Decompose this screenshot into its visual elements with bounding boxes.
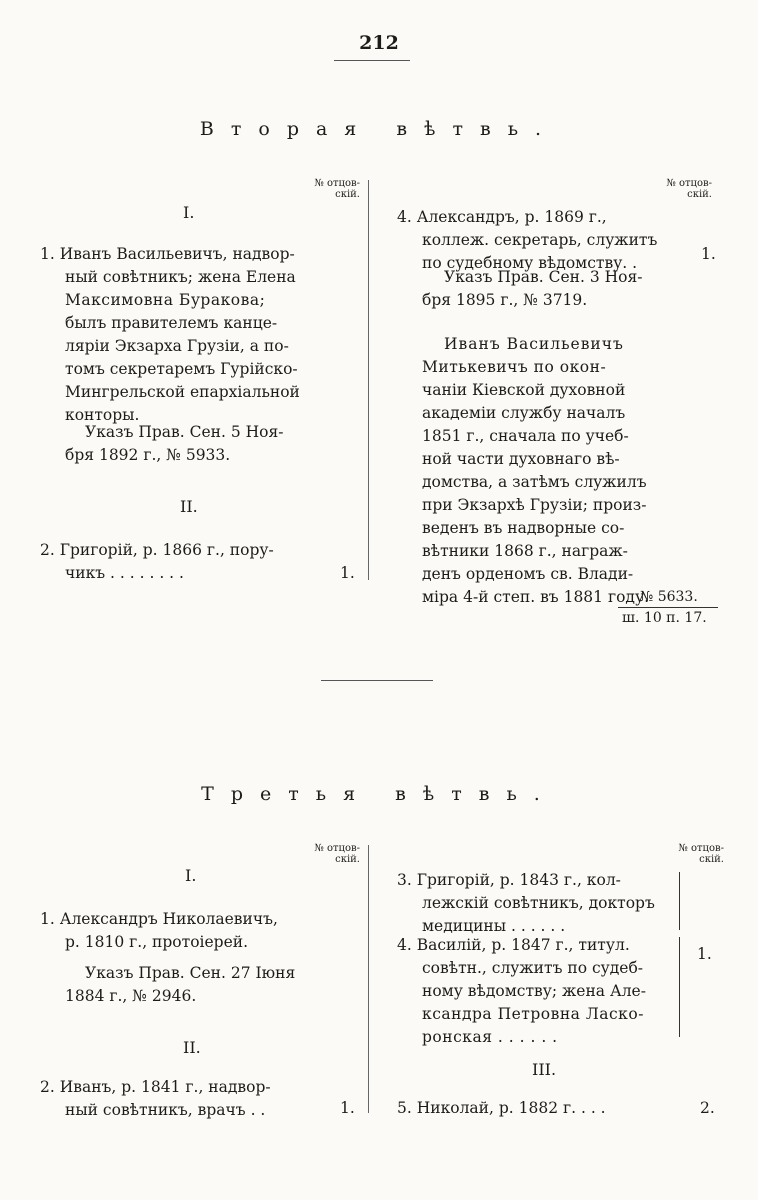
text-line: ному вѣдомству; жена Але- [422, 982, 646, 1000]
entry-5-text: 5. Николай, р. 1882 г. . . . [397, 1099, 606, 1117]
column-header-right [664, 843, 724, 865]
column-divider [368, 845, 369, 1113]
decree-1 [65, 421, 284, 467]
text-line: лежскій совѣтникъ, докторъ [422, 894, 655, 912]
entry-2-text [40, 539, 274, 585]
column-header-right [652, 178, 712, 200]
generation-heading: II. [180, 497, 198, 516]
entry-4-text [397, 206, 657, 275]
text-line: 1851 г., сначала по учеб- [422, 427, 629, 445]
text-line: медицины . . . . . . [422, 917, 566, 935]
father-number: 1. [340, 564, 355, 582]
page-number-rule [334, 60, 410, 61]
father-number: 1. [340, 1099, 355, 1117]
text-line: Иванъ Васильевичъ [444, 335, 624, 353]
archive-location: ш. 10 п. 17. [622, 610, 707, 626]
text-line: 1. Александръ Николаевичъ, [40, 910, 278, 928]
text-line: по судебному вѣдомству. . [422, 254, 638, 272]
text-line: при Экзархѣ Грузіи; произ- [422, 496, 647, 514]
text-line: бря 1895 г., № 3719. [422, 291, 588, 309]
father-number: 1. [697, 945, 712, 963]
generation-heading: I. [185, 866, 197, 885]
column-header-line: № отцов- [678, 843, 724, 854]
text-line: вѣтники 1868 г., награж- [422, 542, 628, 560]
text-line: томъ секретаремъ Гурійско- [65, 360, 298, 378]
column-header-line: скій. [699, 854, 724, 865]
decree-1 [65, 962, 296, 1008]
text-line: ный совѣтникъ, врачъ . . [65, 1101, 266, 1119]
text-line: 4. Александръ, р. 1869 г., [397, 208, 607, 226]
entry-3-text [397, 869, 655, 938]
text-line: Максимовна Буракова; [65, 291, 266, 309]
text-line: былъ правителемъ канце- [65, 314, 278, 332]
decree-4 [422, 266, 643, 312]
entry-2-text [40, 1076, 271, 1122]
text-line: ксандра Петровна Ласко- [422, 1005, 644, 1023]
column-header-line: № отцов- [314, 178, 360, 189]
entry-1-text [40, 243, 300, 427]
text-line: ной части духовнаго вѣ- [422, 450, 620, 468]
text-line: Митькевичъ по окон- [422, 358, 607, 376]
text-line: 2. Иванъ, р. 1841 г., надвор- [40, 1078, 271, 1096]
entry-4-text [397, 934, 646, 1049]
column-header-line: № отцов- [314, 843, 360, 854]
text-line: ный совѣтникъ; жена Елена [65, 268, 296, 286]
column-header-left [300, 843, 360, 865]
bracket-entry-3 [675, 872, 680, 930]
text-line: Мингрельской епархіальной [65, 383, 300, 401]
column-header-line: скій. [335, 854, 360, 865]
generation-heading: II. [183, 1038, 201, 1057]
text-line: міра 4-й степ. въ 1881 году. [422, 588, 650, 606]
text-line: ляріи Экзарха Грузіи, а по- [65, 337, 289, 355]
text-line: 3. Григорій, р. 1843 г., кол- [397, 871, 621, 889]
father-number: 1. [701, 245, 716, 263]
entry-1-text [40, 908, 278, 954]
text-line: веденъ въ надворные со- [422, 519, 625, 537]
column-header-left [300, 178, 360, 200]
text-line: Указъ Прав. Сен. 27 Іюня [85, 964, 296, 982]
text-line: конторы. [65, 406, 140, 424]
section-title-third-branch: Третья вѣтвь. [201, 783, 557, 805]
father-number: 2. [700, 1099, 715, 1117]
column-header-line: скій. [687, 189, 712, 200]
column-header-line: скій. [335, 189, 360, 200]
text-line: Указъ Прав. Сен. 5 Ноя- [85, 423, 284, 441]
biography [422, 333, 649, 609]
text-line: 2. Григорій, р. 1866 г., пору- [40, 541, 274, 559]
text-line: академіи службу началъ [422, 404, 626, 422]
text-line: коллеж. секретарь, служитъ [422, 231, 658, 249]
text-line: чаніи Кіевской духовной [422, 381, 626, 399]
bracket-entry-4 [675, 937, 680, 1037]
reference-rule [618, 607, 718, 608]
text-line: ронская . . . . . . [422, 1028, 558, 1046]
text-line: бря 1892 г., № 5933. [65, 446, 231, 464]
column-divider [368, 180, 369, 580]
text-line: чикъ . . . . . . . . [65, 564, 184, 582]
section-divider [321, 680, 433, 681]
text-line: совѣтн., служитъ по судеб- [422, 959, 644, 977]
text-line: Указъ Прав. Сен. 3 Ноя- [444, 268, 643, 286]
column-header-line: № отцов- [666, 178, 712, 189]
text-line: р. 1810 г., протоіерей. [65, 933, 249, 951]
text-line: 4. Василій, р. 1847 г., титул. [397, 936, 630, 954]
text-line: домства, а затѣмъ служилъ [422, 473, 647, 491]
text-line: 1884 г., № 2946. [65, 987, 197, 1005]
generation-heading: I. [183, 203, 195, 222]
archive-reference: № 5633. [640, 589, 698, 605]
generation-heading: III. [532, 1060, 557, 1079]
section-title-second-branch: Вторая вѣтвь. [199, 118, 559, 140]
page-number: 212 [359, 32, 399, 54]
text-line: 1. Иванъ Васильевичъ, надвор- [40, 245, 295, 263]
text-line: денъ орденомъ св. Влади- [422, 565, 634, 583]
